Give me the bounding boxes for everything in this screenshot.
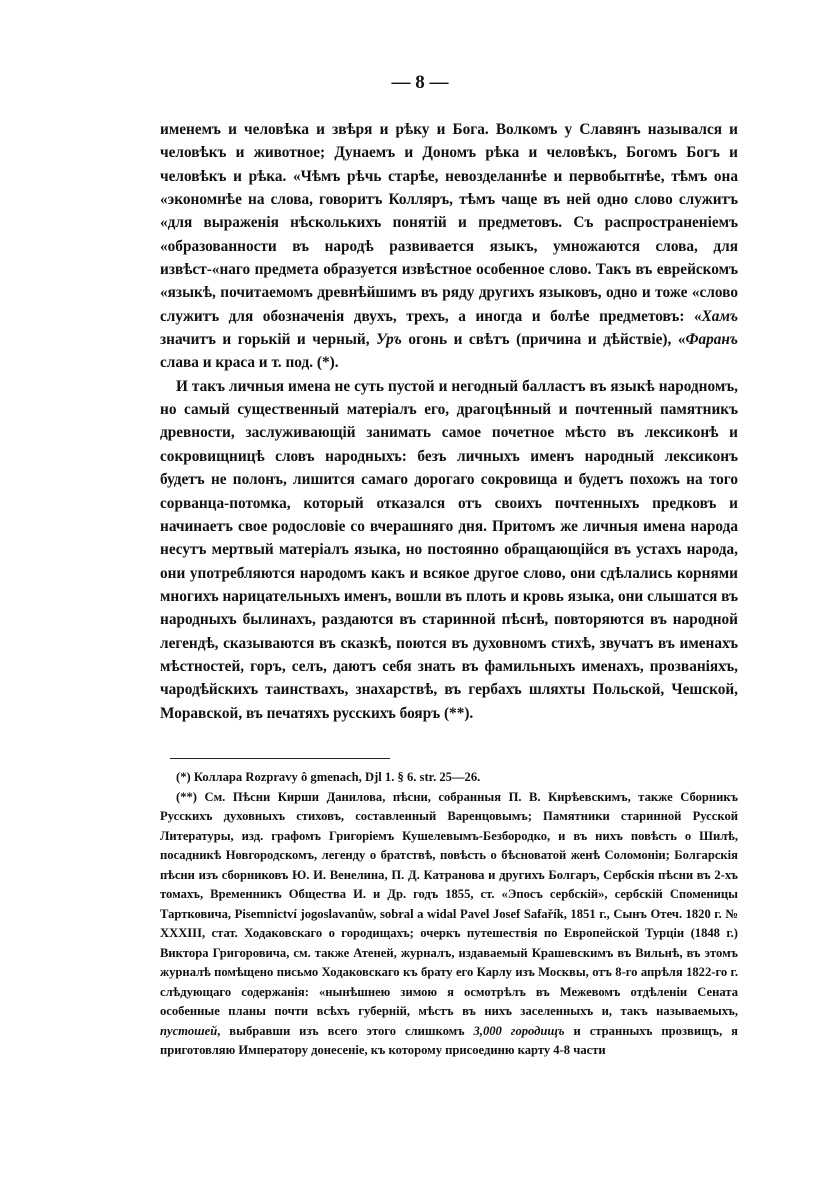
footnote-2 <box>160 788 738 1061</box>
paragraph-1-text-b: значитъ и горькій и черный, <box>160 331 377 349</box>
main-text <box>160 118 738 725</box>
page-number: — 8 — <box>391 72 449 93</box>
footnote-2-text-c: и странныхъ прозвищъ, я приготовляю Императору донесеніе, къ которому присоединю карту 4-8 части <box>160 1023 738 1057</box>
paragraph-1-text-d: слава и краса и т. под. (*). <box>160 354 339 372</box>
paragraph-1-text: именемъ и человѣка и звѣря и рѣку и Бога. Волкомъ у Славянъ назывался и человѣкъ и животное; Дунаемъ и Дономъ рѣка и человѣкъ, Богомъ Богъ и человѣкъ и рѣка. «Чѣмъ рѣчь старѣе, невозделаннѣе и первобытнѣе, тѣмъ она «экономнѣе на слова, говоритъ Колляръ, тѣмъ чаще въ ней одно слово служитъ «для выраженія нѣсколькихъ понятій и предметовъ. Съ распространеніемъ «образованности въ народѣ развивается языкъ, умножаются слова, для извѣст-«наго предмета образуется извѣстное особенное слово. Такъ въ еврейскомъ «языкѣ, почитаемомъ древнѣйшимъ въ ряду другихъ языковъ, одно и тоже «слово служитъ для обозначенія двухъ, трехъ, а иногда и болѣе предметовъ: « <box>160 121 738 325</box>
footnotes <box>160 768 738 1061</box>
word-ham: Хамъ <box>701 307 738 325</box>
paragraph-1 <box>160 118 738 375</box>
footnote-divider <box>170 758 390 759</box>
footnote-2-text-b: , выбравши изъ всего этого слишкомъ <box>217 1023 474 1038</box>
footnote-2-text: (**) См. Пѣсни Кирши Данилова, пѣсни, собранныя П. В. Кирѣевскимъ, также Сборникъ Русскихъ духовныхъ стиховъ, составленный Варенцовымъ; Памятники старинной Русской Литературы, изд. графомъ Григоріемъ Кушелевымъ-Безбородко, и въ нихъ повѣсть о Шилѣ, посадникѣ Новгородскомъ, легенду о братствѣ, повѣсть о бѣсноватой женѣ Соломоніи; Болгарскія пѣсни изъ сборниковъ Ю. И. Венелина, П. Д. Катранова и другихъ Болгаръ, Сербскія пѣсни въ 2-хъ томахъ, Временникъ Общества И. и Др. годъ 1855, ст. «Эпосъ сербскій», сербскій Споменицы Тартковича, Pisemnictví jogoslavanůw, sobral a widal Pavel Josef Safařík, 1851 г., Сынъ Отеч. 1820 г. № XXXIII, стат. Ходаковскаго о городищахъ; очеркъ путешествія по Европейской Турціи (1848 г.) Виктора Григоровича, см. также Атеней, журналъ, издаваемый Крашевскимъ въ Вильнѣ, въ этомъ журналѣ помѣщено письмо Ходаковскаго къ брату его Карлу изъ Москвы, отъ 8-го апрѣля 1822-го г. слѣдующаго содержанія: «нынѣшнею зимою я осмотрѣлъ въ Межевомъ отдѣленіи Сената особенные планы почти всѣхъ губерній, мѣстъ въ нихъ заселенныхъ и, такъ называемыхъ, <box>160 789 738 1018</box>
word-faran: Фаранъ <box>685 331 738 349</box>
word-gorodishch: 3,000 городищъ <box>473 1023 565 1038</box>
paragraph-2: И такъ личныя имена не суть пустой и негодный балластъ въ языкѣ народномъ, но самый существенный матеріалъ его, драгоцѣнный и почтенный памятникъ древности, заслуживающій занимать самое почетное мѣсто въ лексиконѣ и сокровищницѣ словъ народныхъ: безъ личныхъ именъ народный лексиконъ будетъ не полонъ, лишится самаго дорогаго сокровища и будетъ похожъ на того сорванца-потомка, который отказался отъ своихъ почтенныхъ предковъ и начинаетъ свое родословіе со вчерашняго дня. Притомъ же личныя имена народа несутъ мертвый матеріалъ языка, но постоянно обращающійся въ устахъ народа, они употребляются народомъ какъ и всякое другое слово, они сдѣлались корнями многихъ нарицательныхъ именъ, вошли въ плоть и кровь языка, они слышатся въ народныхъ былинахъ, раздаются въ старинной пѣснѣ, повторяются въ народной легендѣ, сказываются въ сказкѣ, поются въ духовномъ стихѣ, звучатъ въ именахъ мѣстностей, горъ, селъ, даютъ себя знать въ фамильныхъ именахъ, прозваніяхъ, чародѣйскихъ таинствахъ, знахарствѣ, въ гербахъ шляхты Польской, Чешской, Моравской, въ печатяхъ русскихъ бояръ (**). <box>160 377 738 722</box>
footnote-1: (*) Коллара Rozpravy ô gmenach, Djl 1. § 6. str. 25—26. <box>176 770 481 784</box>
word-ur: Уръ <box>376 331 402 349</box>
paragraph-1-text-c: огонь и свѣтъ (причина и дѣйствіе), « <box>401 331 686 349</box>
word-pustoshei: пустошей <box>160 1023 218 1038</box>
